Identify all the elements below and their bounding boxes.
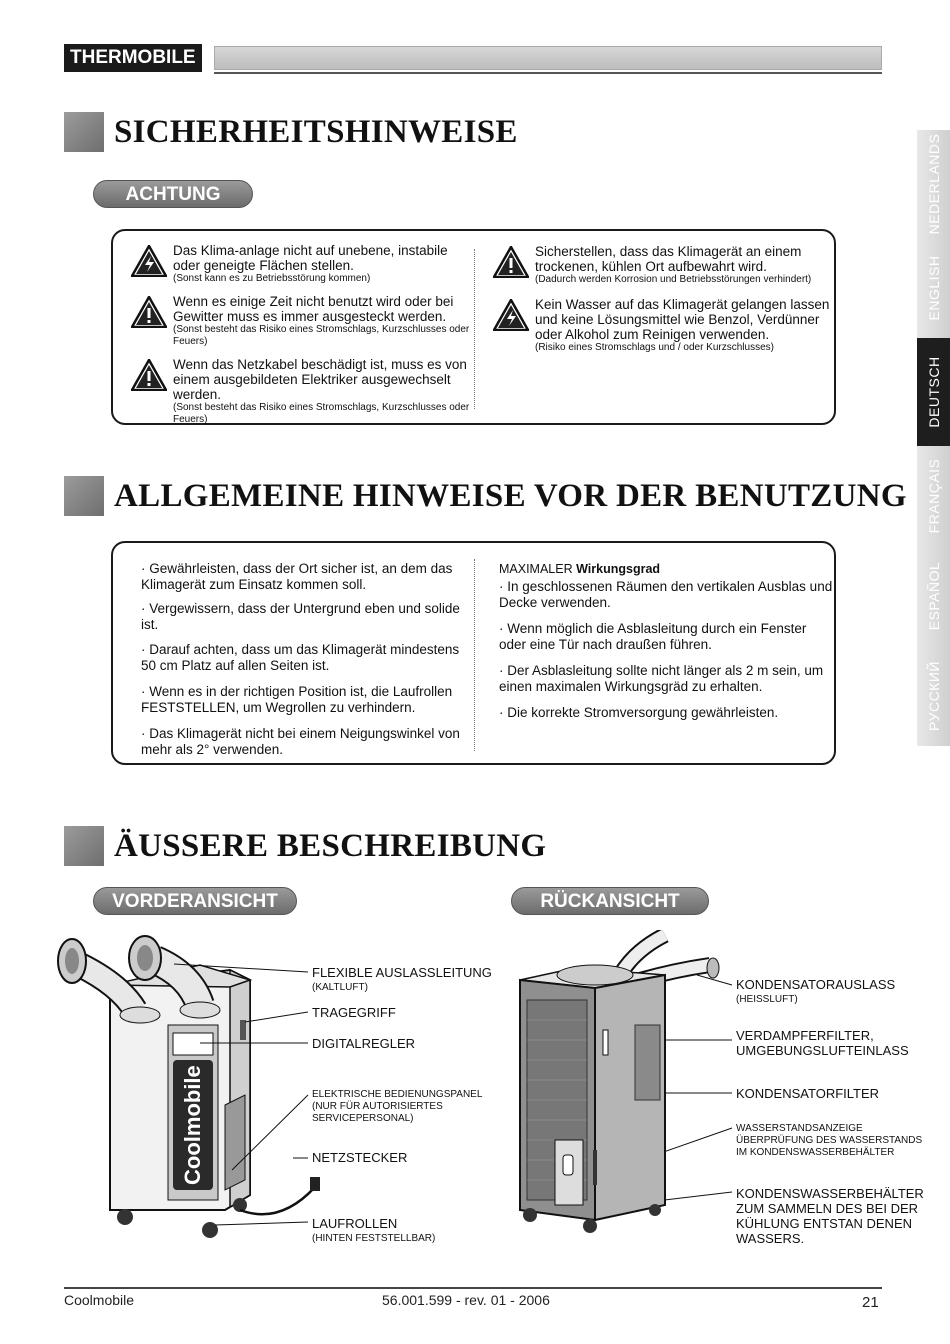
tab-francais[interactable]: FRANÇAIS (917, 446, 950, 546)
list-item: · Darauf achten, dass um das Klimagerät mindestens 50 cm Platz auf allen Seiten ist. (141, 642, 460, 673)
front-brand-text: Coolmobile (180, 1065, 205, 1185)
label-condenser-filter: KONDENSATORFILTER (736, 1086, 880, 1101)
footer-product: Coolmobile (64, 1292, 135, 1308)
tab-english[interactable]: ENGLISH (917, 238, 950, 338)
footer-line (64, 1287, 882, 1289)
warning-text: Das Klima-anlage nicht auf unebene, instabile oder geneigte Flächen stellen. (Sonst kann es zu Betriebsstörung kommen) (173, 243, 448, 284)
label-evaporator-filter: VERDAMPFERFILTER, UMGEBUNGSLUFTEINLASS (736, 1028, 909, 1058)
achtung-badge: ACHTUNG (93, 180, 253, 208)
list-item: · Vergewissern, dass der Untergrund eben und solide ist. (141, 601, 460, 632)
list-item: · Gewährleisten, dass der Ort sicher ist, an dem das Klimagerät zum Einsatz kommen soll. (141, 561, 453, 592)
warning-text: Wenn das Netzkabel beschädigt ist, muss es von einem ausgebildeten Elektriker ausgewechselt werden. (Sonst besteht das Risiko eines Stromschlags, Kurzschlusses oder Feuers) (173, 357, 470, 425)
page-title: SICHERHEITSHINWEISE (114, 114, 518, 150)
warning-text: Sicherstellen, dass das Klimagerät an einem trockenen, kühlen Ort aufbewahrt wird. (Dadurch werden Korrosion und Betriebsstörungen verhindert) (535, 244, 812, 285)
list-item: · In geschlossenen Räumen den vertikalen Ausblas und Decke verwenden. (499, 579, 833, 610)
tab-deutsch[interactable]: DEUTSCH (917, 338, 950, 446)
label-water-level: WASSERSTANDSANZEIGE ÜBERPRÜFUNG DES WASSERSTANDS IM KONDENSWASSERBEHÄLTER (736, 1123, 923, 1158)
rear-view-illustration (515, 930, 735, 1235)
label-electric-panel: ELEKTRISCHE BEDIENUNGSPANEL (NUR FÜR AUTORISIERTES SERVICEPERSONAL) (312, 1089, 483, 1124)
label-handle: TRAGEGRIFF (312, 1005, 396, 1020)
list-item: · Wenn es in der richtigen Position ist, die Laufrollen FESTSTELLEN, um Wegrollen zu verhindern. (141, 684, 453, 715)
label-condenser-outlet: KONDENSATORAUSLASS (HEISSLUFT) (736, 977, 896, 1005)
front-view-badge: VORDERANSICHT (93, 887, 297, 915)
tab-espanol[interactable]: ESPAÑOL (917, 546, 950, 646)
page-number: 21 (862, 1294, 879, 1311)
warning-text: Kein Wasser auf das Klimagerät gelangen lassen und keine Lösungsmittel wie Benzol, Verdünner oder Alkohol zum Reinigen verwenden. (Risiko eines Stromschlags und / oder Kurzschlusses) (535, 297, 830, 353)
section-title: ÄUSSERE BESCHREIBUNG (114, 828, 547, 864)
efficiency-heading: MAXIMALER Wirkungsgrad (499, 562, 661, 576)
label-water-tank: KONDENSWASSERBEHÄLTER ZUM SAMMELN DES BEI DER KÜHLUNG ENTSTAN DENEN WASSERS. (736, 1186, 924, 1246)
rear-view-badge: RÜCKANSICHT (511, 887, 709, 915)
list-item: · Wenn möglich die Asblasleitung durch ein Fenster oder eine Tür nach draußen führen. (499, 621, 807, 652)
label-digital-controller: DIGITALREGLER (312, 1036, 416, 1051)
tab-russkiy[interactable]: РУССКИЙ (917, 646, 950, 746)
tab-nederlands[interactable]: NEDERLANDS (917, 130, 950, 238)
label-flexible-outlet: FLEXIBLE AUSLASSLEITUNG (KALTLUFT) (312, 965, 492, 993)
section-title: ALLGEMEINE HINWEISE VOR DER BENUTZUNG (114, 478, 907, 514)
label-power-plug: NETZSTECKER (312, 1150, 408, 1165)
footer-document-number: 56.001.599 - rev. 01 - 2006 (382, 1292, 550, 1308)
label-wheels: LAUFROLLEN (HINTEN FESTSTELLBAR) (312, 1216, 436, 1244)
list-item: · Das Klimagerät nicht bei einem Neigungswinkel von mehr als 2° verwenden. (141, 726, 460, 757)
list-item: · Die korrekte Stromversorgung gewährleisten. (499, 705, 779, 720)
list-item: · Der Asblasleitung sollte nicht länger als 2 m sein, um einen maximalen Wirkungsgräd zu erhalten. (499, 663, 824, 694)
brand-logo: THERMOBILE (64, 44, 202, 72)
warning-text: Wenn es einige Zeit nicht benutzt wird oder bei Gewitter muss es immer ausgesteckt werden. (Sonst besteht das Risiko eines Stromschlags, Kurzschlusses oder Feuers) (173, 294, 470, 347)
